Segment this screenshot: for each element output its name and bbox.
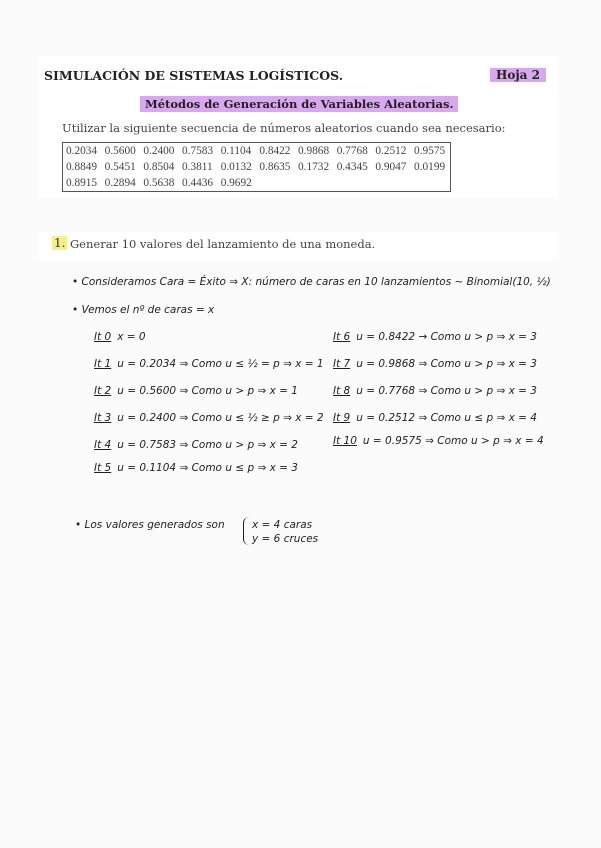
iteration-label: It 9 — [333, 412, 351, 424]
iteration-text: u = 0.2034 ⇒ Como u ≤ ½ = p ⇒ x = 1 — [117, 358, 324, 370]
random-number-cell: 0.9868 — [298, 145, 330, 157]
iteration-line — [94, 358, 324, 370]
iteration-text: u = 0.9868 ⇒ Como u > p ⇒ x = 3 — [356, 358, 537, 370]
iteration-text: u = 0.1104 ⇒ Como u ≤ p ⇒ x = 3 — [117, 462, 298, 474]
summary-brace — [243, 517, 250, 545]
iteration-label: It 7 — [333, 358, 351, 370]
random-number-cell: 0.1104 — [220, 145, 252, 157]
iteration-label: It 8 — [333, 385, 351, 397]
iteration-label: It 5 — [94, 462, 112, 474]
note-line-count: • Vemos el nº de caras = x — [72, 304, 215, 316]
random-number-row — [63, 175, 451, 192]
iteration-label: It 4 — [94, 439, 112, 451]
iteration-label: It 6 — [333, 331, 351, 343]
doc-title: SIMULACIÓN DE SISTEMAS LOGÍSTICOS. — [44, 68, 344, 83]
random-number-cell: 0.0132 — [220, 161, 252, 173]
random-number-cell: 0.7583 — [182, 145, 214, 157]
random-number-cell: 0.2894 — [104, 177, 136, 189]
iteration-label: It 10 — [333, 435, 357, 447]
iteration-label: It 1 — [94, 358, 112, 370]
random-number-cell: 0.7768 — [336, 145, 368, 157]
random-number-cell: 0.4436 — [182, 177, 214, 189]
sheet-label: Hoja 2 — [490, 68, 546, 82]
random-number-cell: 0.8849 — [66, 161, 98, 173]
random-number-cell: 0.0199 — [414, 161, 446, 173]
iteration-line — [333, 385, 537, 397]
iteration-line — [94, 412, 324, 424]
summary-heads: x = 4 caras — [252, 519, 313, 531]
random-number-row — [63, 159, 451, 175]
iteration-line — [94, 462, 298, 474]
instruction-text: Utilizar la siguiente secuencia de números aleatorios cuando sea necesario: — [62, 121, 506, 135]
iteration-text: u = 0.8422 → Como u > p ⇒ x = 3 — [356, 331, 537, 343]
random-number-cell: 0.8504 — [143, 161, 175, 173]
iteration-line — [94, 331, 146, 343]
random-number-cell: 0.8635 — [259, 161, 291, 173]
random-number-cell: 0.8915 — [66, 177, 98, 189]
random-number-row — [63, 143, 451, 160]
random-number-cell: 0.3811 — [182, 161, 213, 173]
iteration-label: It 0 — [94, 331, 112, 343]
iteration-text: u = 0.9575 ⇒ Como u > p ⇒ x = 4 — [362, 435, 544, 447]
random-number-table — [62, 142, 451, 192]
summary-label: • Los valores generados son — [75, 519, 225, 531]
iteration-text: u = 0.5600 ⇒ Como u > p ⇒ x = 1 — [117, 385, 298, 397]
random-number-cell: 0.1732 — [298, 161, 330, 173]
iteration-text: u = 0.7583 ⇒ Como u > p ⇒ x = 2 — [117, 439, 298, 451]
iteration-text: u = 0.7768 ⇒ Como u > p ⇒ x = 3 — [356, 385, 537, 397]
iteration-label: It 2 — [94, 385, 112, 397]
iteration-line — [94, 439, 298, 451]
summary-tails: y = 6 cruces — [252, 533, 319, 545]
random-number-cell: 0.9692 — [220, 177, 252, 189]
iteration-line — [333, 412, 537, 424]
header-card — [38, 56, 558, 198]
exercise-text: Generar 10 valores del lanzamiento de una moneda. — [70, 237, 376, 251]
iteration-line — [333, 331, 537, 343]
random-number-cell: 0.5638 — [143, 177, 175, 189]
random-number-cell: 0.2400 — [143, 145, 175, 157]
random-number-cell: 0.2034 — [66, 145, 98, 157]
random-number-cell: 0.5451 — [104, 161, 136, 173]
exercise-number: 1. — [54, 236, 66, 250]
random-number-cell: 0.2512 — [375, 145, 407, 157]
random-number-cell: 0.9575 — [414, 145, 446, 157]
iteration-label: It 3 — [94, 412, 112, 424]
iteration-line — [333, 435, 544, 447]
note-line-binomial: • Consideramos Cara = Éxito ⇒ X: número de caras en 10 lanzamientos ~ Binomial(10, ½) — [72, 276, 551, 288]
random-number-cell: 0.9047 — [375, 161, 407, 173]
exercise-card — [38, 232, 558, 260]
section-subtitle: Métodos de Generación de Variables Aleatorias. — [140, 96, 458, 112]
random-number-cell: 0.4345 — [336, 161, 368, 173]
iteration-text: x = 0 — [117, 331, 146, 343]
random-number-cell: 0.5600 — [104, 145, 136, 157]
random-number-cell: 0.8422 — [259, 145, 291, 157]
iteration-text: u = 0.2400 ⇒ Como u ≤ ½ ≥ p ⇒ x = 2 — [117, 412, 324, 424]
iteration-text: u = 0.2512 ⇒ Como u ≤ p ⇒ x = 4 — [356, 412, 537, 424]
iteration-line — [333, 358, 537, 370]
iteration-line — [94, 385, 298, 397]
